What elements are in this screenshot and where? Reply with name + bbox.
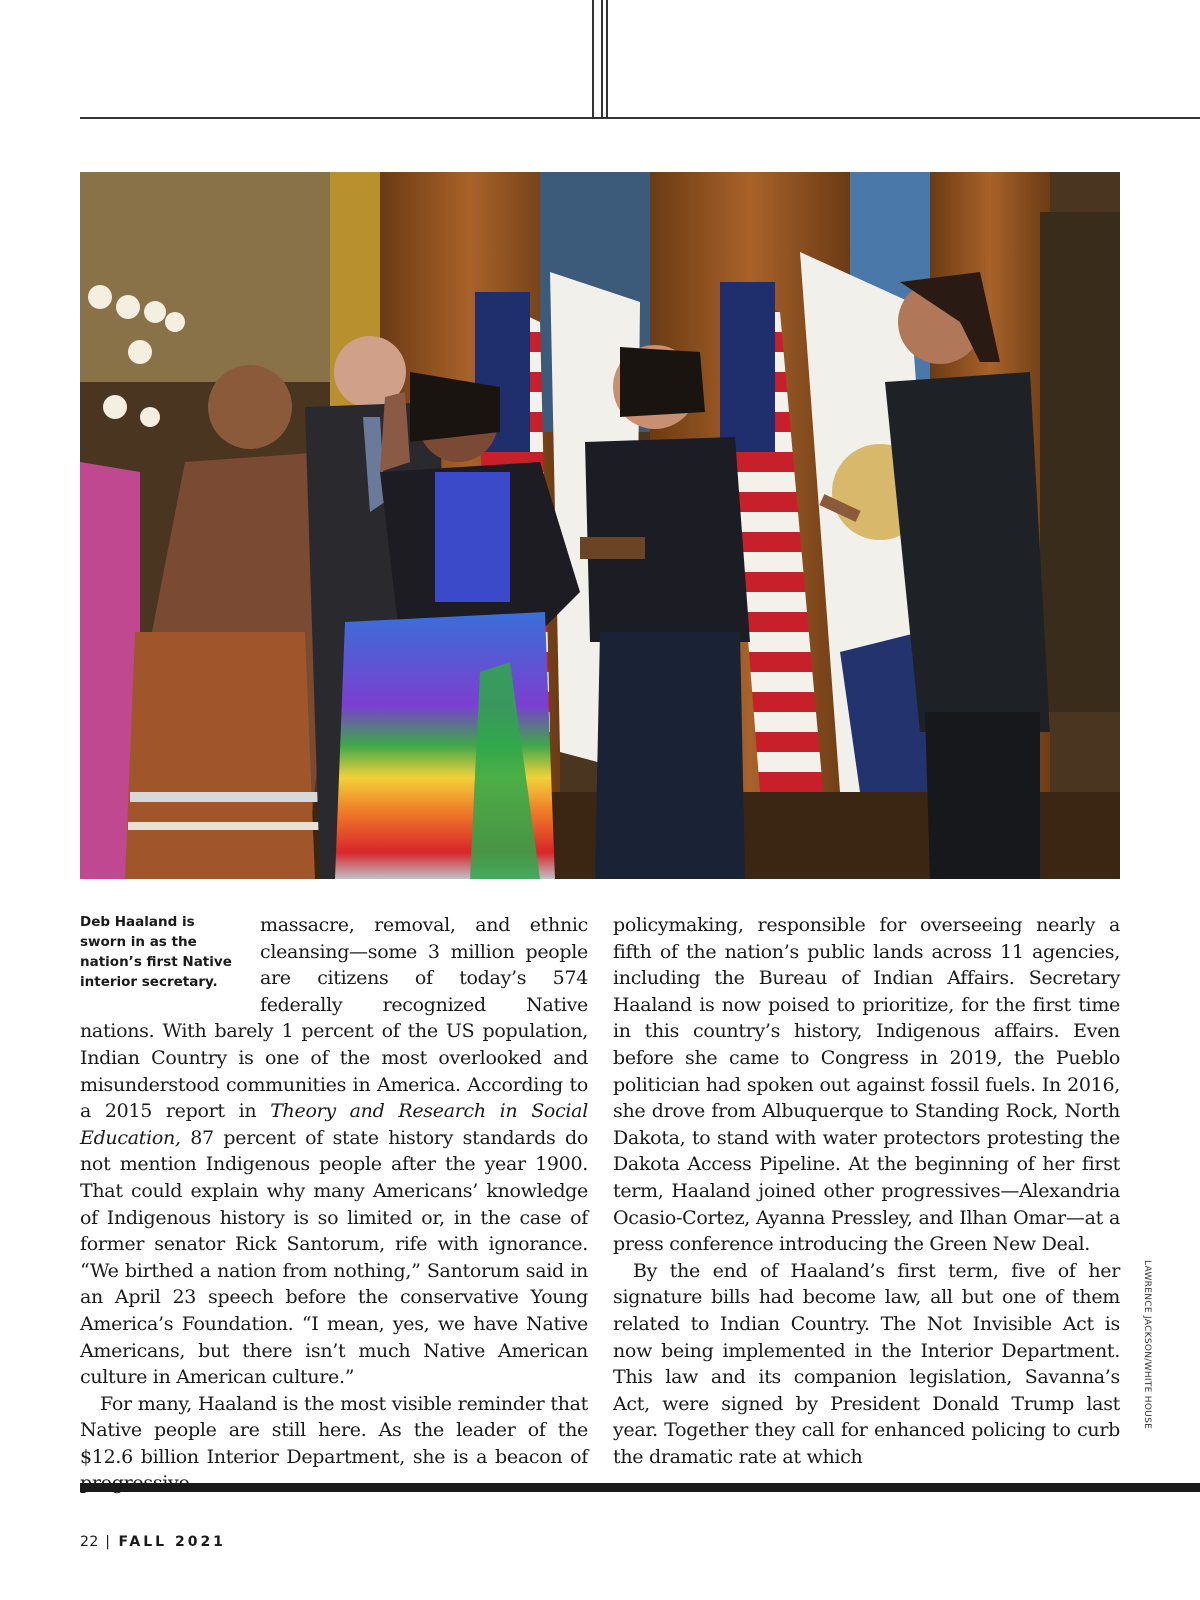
page-footer xyxy=(80,1534,226,1550)
header-divider-line xyxy=(592,0,594,118)
caption-spacer xyxy=(80,912,260,1018)
issue-label: FALL 2021 xyxy=(118,1534,226,1550)
footer-rule xyxy=(80,1483,1200,1492)
paragraph-text: 87 percent of state history standards do not mention Indigenous people after the year 1900. That could explain why many Americans’ knowledge of Indigenous history is so limited or, in the case of former senator Rick Santorum, rife with ignorance. “We birthed a nation from nothing,” Santorum said in an April 23 speech before the conservative Young America’s Foundation. “I mean, yes, we have Native Americans, but there isn’t much Native American culture in American culture.” xyxy=(80,1126,588,1389)
article-column-left xyxy=(80,912,588,1497)
paragraph: For many, Haaland is the most visible reminder that Native people are still here. As the leader of the $12.6 billion Interior Department, she is a beacon of xyxy=(80,1392,588,1468)
header-divider-line xyxy=(606,0,608,118)
page-number: 22 xyxy=(80,1534,99,1550)
photo-caption: Deb Haaland is sworn in as the nation’s first Native interior secretary. xyxy=(80,914,232,990)
paragraph-text: massacre, removal, and ethnic cleansing—some 3 million people are citizens of today’s 574 federally recognized Native nations. With barely 1 percent of the US population, Indian Country is one of the most overlooked and misunderstood communities in America. According to a 2015 report in xyxy=(80,914,588,1123)
footer-separator: | xyxy=(105,1534,112,1550)
publication-title: Theory and Research in Social Education, xyxy=(80,1100,588,1149)
swearing-in-photo xyxy=(80,172,1120,879)
header-divider-line xyxy=(601,0,603,118)
paragraph: policymaking, responsible for overseeing nearly a fifth of the nation’s public lands across 11 agencies, including the Bureau of Indian Affairs. Secretary Haaland is now poised to prioritize, for the first time in this country’s history, Indigenous affairs. Even before she came to Congress in 2019, the Pueblo politician had spoken out against fossil fuels. In 2016, she drove from Albuquerque to Standing Rock, North Dakota, to stand with water protectors protesting the Dakota Access Pipeline. At the beginning of her first term, Haaland joined other progressives—Alexandria Ocasio-Cortez, Ayanna Pressley, and Ilhan Omar—at a press conference introducing the Green New Deal. xyxy=(613,914,1120,1256)
header-rule xyxy=(80,117,1200,119)
paragraph: By the end of Haaland’s first term, five of her signature bills had become law, all but one of them related to Indian Country. The Not Invisible Act is now being implemented in the Interior Department. This law and its companion legislation, Savanna’s Act, were signed by President Donald Trump last year. Together they call for enhanced policing to curb the dramatic rate at which xyxy=(613,1259,1120,1468)
article-column-right xyxy=(613,912,1120,1470)
swearing-in-ceremony-photo xyxy=(80,172,1120,879)
photo-credit: LAWRENCE JACKSON/WHITE HOUSE xyxy=(1142,1260,1152,1430)
